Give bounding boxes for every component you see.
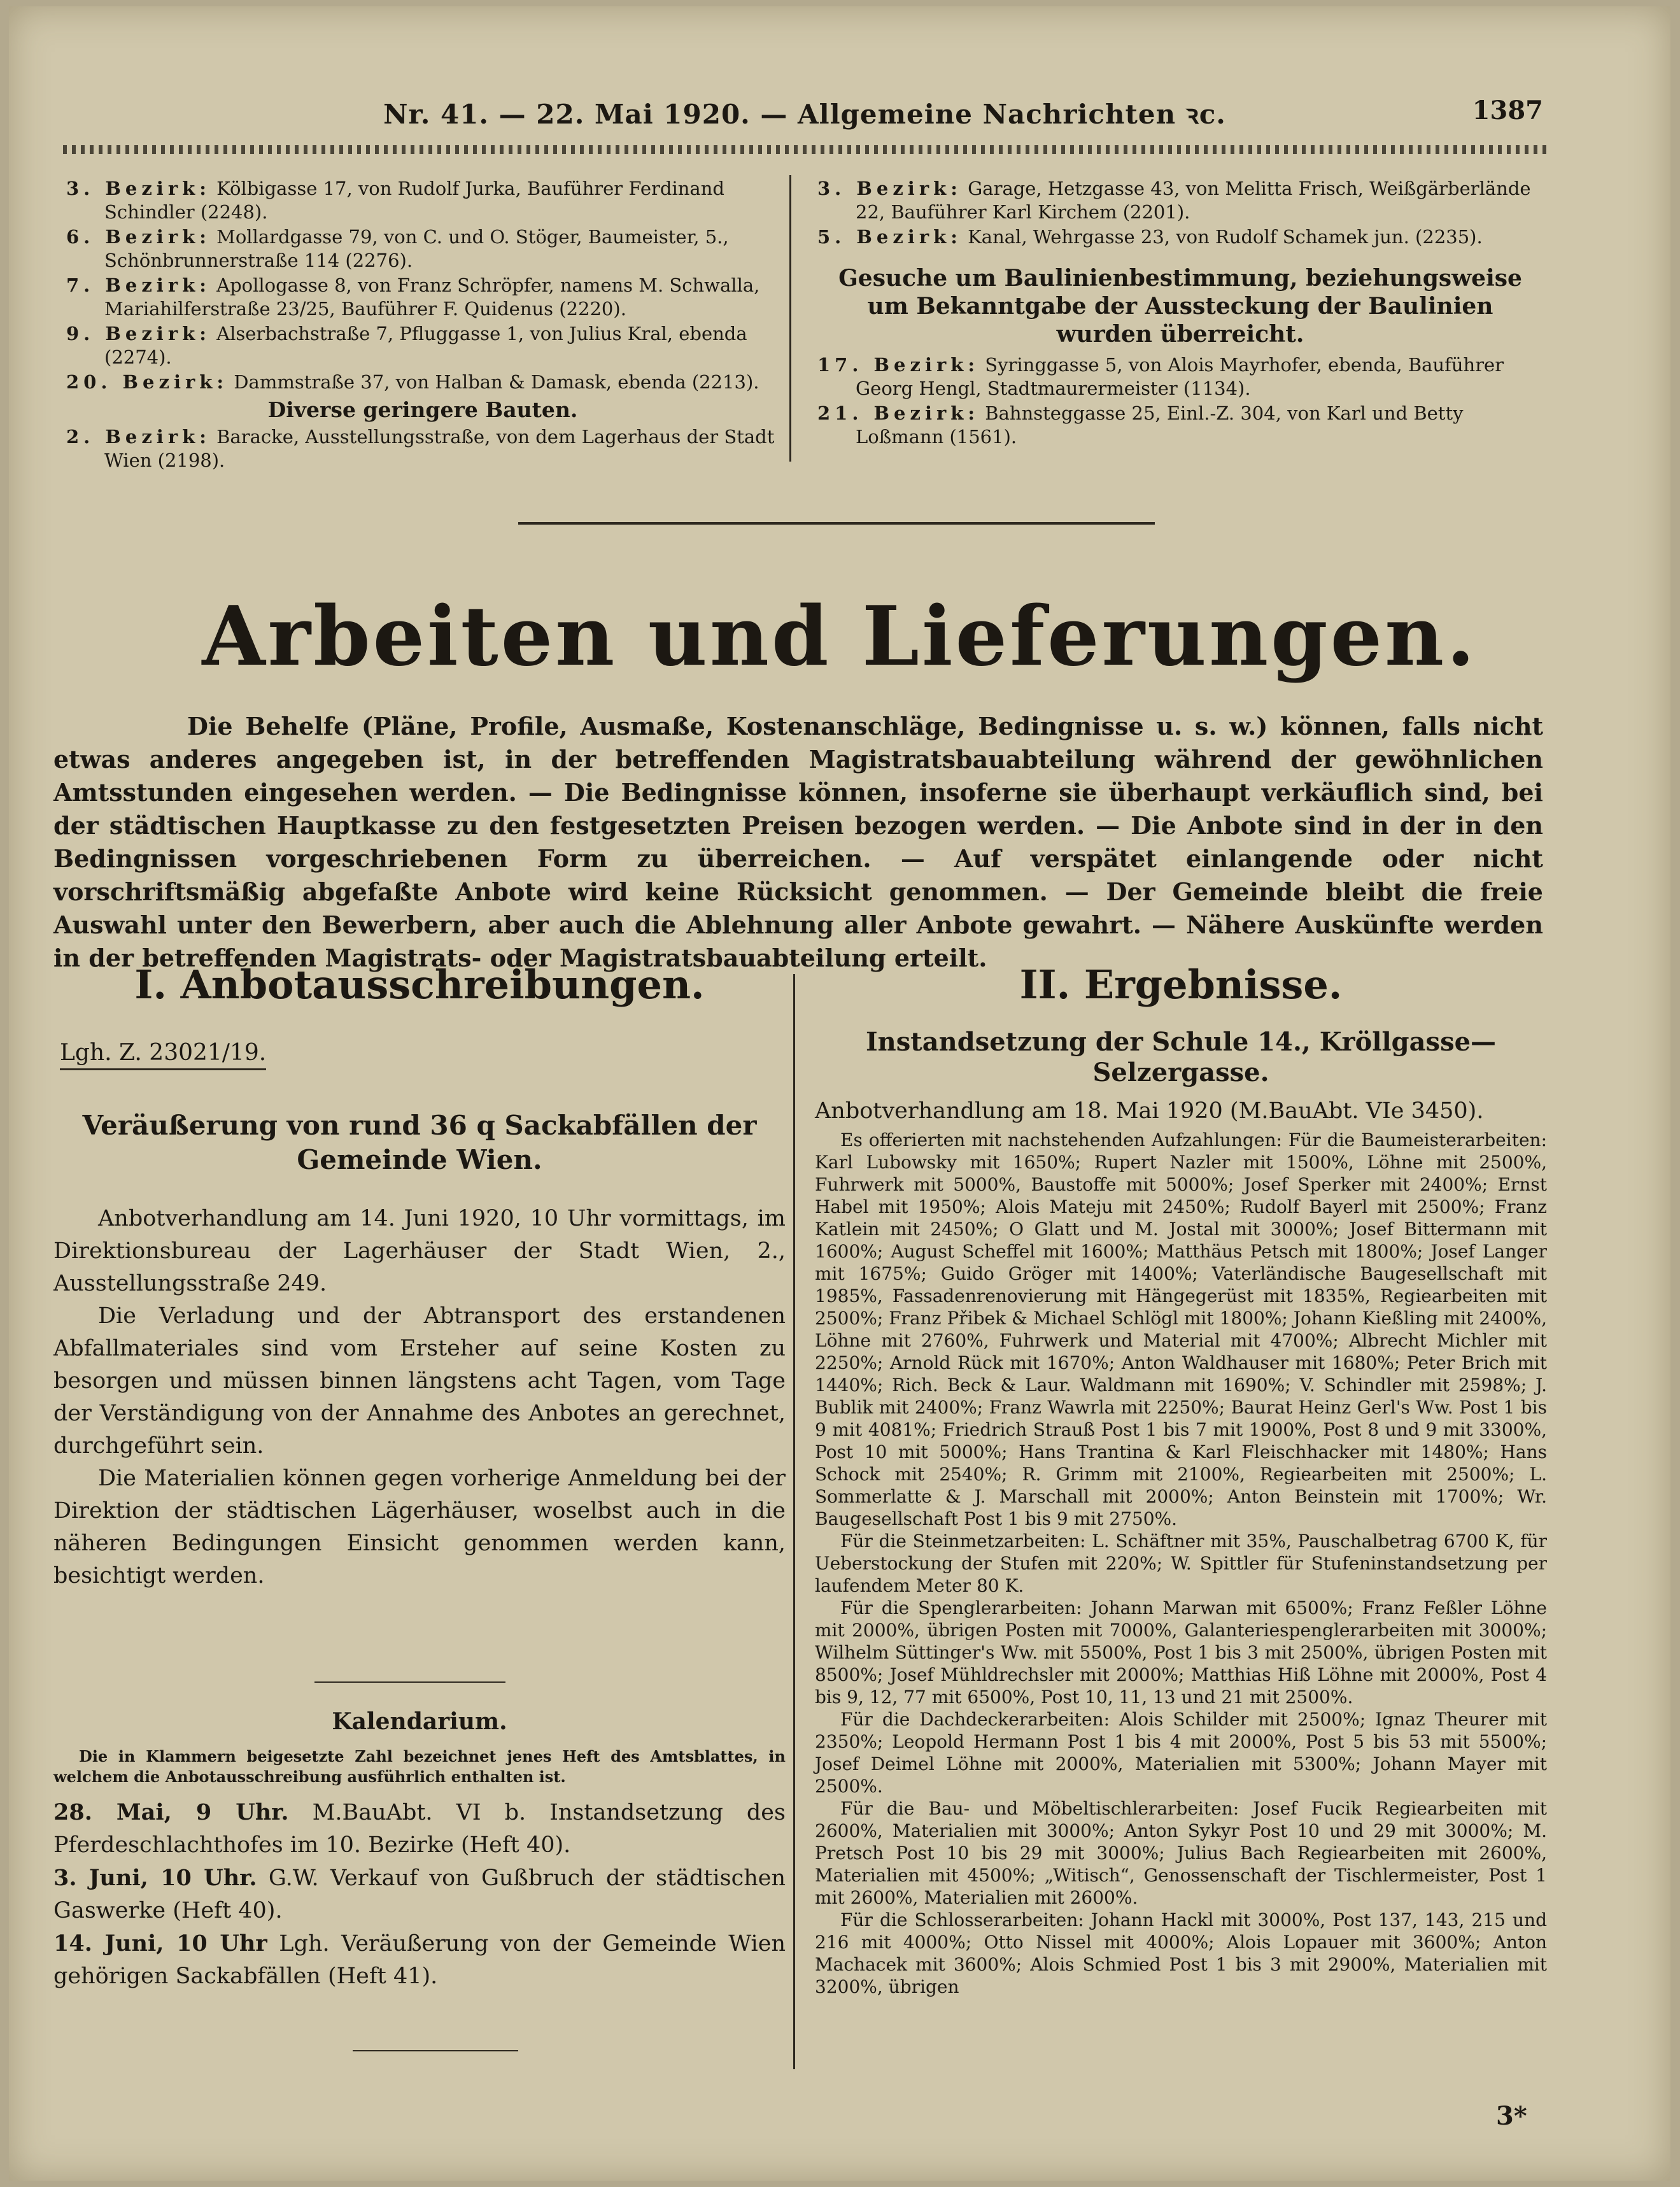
left-bottom-divider bbox=[353, 2050, 518, 2051]
district-text: Garage, Hetzgasse 43, von Melitta Frisch, Weißgärberlände 22, Bauführer Karl Kirchem (2201). bbox=[856, 178, 1531, 223]
left-divider bbox=[314, 1681, 505, 1683]
left-section bbox=[53, 961, 786, 2051]
district-text: Baracke, Ausstellungsstraße, von dem Lagerhaus der Stadt Wien (2198). bbox=[104, 426, 775, 471]
district-entry bbox=[66, 371, 779, 394]
kalendarium-date: 3. Juni, 10 Uhr. bbox=[53, 1865, 257, 1891]
district-text: Apollogasse 8, von Franz Schröpfer, namens M. Schwalla, Mariahilferstraße 23/25, Bauführer F. Quidenus (2220). bbox=[104, 274, 760, 320]
district-text: Mollardgasse 79, von C. und O. Stöger, Baumeister, 5., Schönbrunnerstraße 114 (2276). bbox=[104, 226, 729, 271]
section-divider bbox=[518, 522, 1155, 525]
result-paragraphs bbox=[815, 1129, 1547, 1998]
district-label: 7. Bezirk: bbox=[66, 274, 211, 296]
district-entry bbox=[66, 225, 779, 272]
district-label: 20. Bezirk: bbox=[66, 371, 229, 393]
item-title: Veräußerung von rund 36 q Sackabfällen der Gemeinde Wien. bbox=[82, 1110, 757, 1175]
reference-number: Lgh. Z. 23021/19. bbox=[60, 1040, 266, 1070]
intro-paragraph: Die Behelfe (Pläne, Profile, Ausmaße, Kostenanschläge, Bedingnisse u. s. w.) können, falls nicht etwas anderes angegeben ist, in der betreffenden Magistratsbauabteilung während der gewöhnlichen Amtsstunden eingesehen werden. — Die Bedingnisse können, insoferne sie überhaupt verkäuflich sind, bei der städtischen Hauptkasse zu den festgesetzten Preisen bezogen werden. — Die Anbote sind in der in den Bedingnissen vorgeschriebenen Form zu überreichen. — Auf verspätet einlangende oder nicht vorschriftsmäßig abgefaßte Anbote wird keine Rücksicht genommen. — Der Gemeinde bleibt die freie Auswahl unter den Bewerbern, aber auch die Ablehnung aller Anbote gewahrt. — Nähere Auskünfte werden in der betreffenden Magistrats- oder Magistratsbauabteilung erteilt. bbox=[53, 712, 1543, 972]
kalendarium-date: 14. Juni, 10 Uhr bbox=[53, 1930, 267, 1957]
signature-mark: 3* bbox=[1496, 2101, 1527, 2131]
top-column-divider bbox=[789, 175, 791, 462]
result-paragraph: Für die Dachdeckerarbeiten: Alois Schilder mit 2500%; Ignaz Theurer mit 2350%; Leopold Hermann Post 1 bis 4 mit 2000%, Post 5 bis 53 mit 5500%; Josef Deimel Löhne mit 2000%, Materialien mit 5300%; Johann Mayer mit 2500%. bbox=[815, 1709, 1547, 1797]
district-entry bbox=[66, 322, 779, 369]
top-left-column bbox=[66, 177, 779, 474]
district-label: 17. Bezirk: bbox=[817, 354, 980, 376]
district-entry bbox=[817, 177, 1543, 224]
district-text: Alserbachstraße 7, Pfluggasse 1, von Julius Kral, ebenda (2274). bbox=[104, 323, 747, 368]
header-rule bbox=[63, 145, 1546, 154]
left-section-heading: I. Anbotausschreibungen. bbox=[134, 961, 705, 1008]
kalendarium-list bbox=[53, 1796, 786, 1993]
district-text: Dammstraße 37, von Halban & Damask, ebenda (2213). bbox=[234, 371, 759, 393]
paragraph: Anbotverhandlung am 14. Juni 1920, 10 Uhr vormittags, im Direktionsbureau der Lagerhäuser der Stadt Wien, 2., Ausstellungsstraße 249. bbox=[53, 1206, 786, 1296]
kalendarium-text: M.BauAbt. VI b. Instandsetzung des Pferdeschlachthofes im 10. Bezirke (Heft 40). bbox=[53, 1800, 786, 1858]
district-label: 2. Bezirk: bbox=[66, 426, 211, 448]
district-entry bbox=[66, 274, 779, 321]
result-verhandlung: Anbotverhandlung am 18. Mai 1920 (M.BauAbt. VIe 3450). bbox=[815, 1098, 1484, 1124]
page-number: 1387 bbox=[1472, 96, 1543, 125]
district-text: Kölbigasse 17, von Rudolf Jurka, Bauführer Ferdinand Schindler (2248). bbox=[104, 178, 724, 223]
district-text: Kanal, Wehrgasse 23, von Rudolf Schamek jun. (2235). bbox=[968, 226, 1483, 248]
district-entry bbox=[66, 425, 779, 472]
district-text: Bahnsteggasse 25, Einl.-Z. 304, von Karl und Betty Loßmann (1561). bbox=[856, 402, 1464, 448]
kalendarium-note: Die in Klammern beigesetzte Zahl bezeichnet jenes Heft des Amtsblattes, in welchem die Anbotausschreibung ausführlich enthalten ist. bbox=[53, 1747, 786, 1786]
header-title: Nr. 41. — 22. Mai 1920. — Allgemeine Nachrichten ꝛc. bbox=[383, 99, 1226, 130]
paragraph: Die Verladung und der Abtransport des erstandenen Abfallmateriales sind vom Ersteher auf seine Kosten zu besorgen und müssen binnen längstens acht Tagen, vom Tage der Verständigung von der Annahme des Anbotes an gerechnet, durchgeführt sein. bbox=[53, 1303, 786, 1459]
result-paragraph: Es offerierten mit nachstehenden Aufzahlungen: Für die Baumeisterarbeiten: Karl Lubowsky mit 1650%; Rupert Nazler mit 1500%, Löhne mit 2500%, Fuhrwerk mit 5000%, Baustoffe mit 5000%; Josef Sperker mit 2400%; Ernst Habel mit 1950%; Alois Mateju mit 2450%; Rudolf Bayerl mit 2500%; Franz Katlein mit 2450%; O Glatt und M. Jostal mit 3000%; Josef Bittermann mit 1600%; August Scheffel mit 1600%; Matthäus Petsch mit 1800%; Josef Langer mit 1675%; Guido Gröger mit 1400%; Vaterländische Baugesellschaft mit 1985%, Fassadenrenovierung mit Hängegerüst mit 1835%, Regiearbeiten mit 2500%; Franz Přibek & Michael Schlögl mit 1800%; Johann Kießling mit 2400%, Löhne mit 2760%, Fuhrwerk und Material mit 4700%; Albrecht Michler mit 2250%; Arnold Rück mit 1670%; Anton Waldhauser mit 1680%; Peter Brich mit 1440%; Rich. Beck & Laur. Waldmann mit 1690%; V. Schindler mit 2598%; J. Bublik mit 2400%; Franz Wawrla mit 2250%; Baurat Heinz Gerl's Ww. Post 1 bis 9 mit 4081%; Friedrich Strauß Post 1 bis 7 mit 1900%, Post 8 und 9 mit 3300%, Post 10 mit 5000%; Hans Trantina & Karl Fleischhacker mit 1480%; Hans Schock mit 2540%; R. Grimm mit 2100%, Regiearbeiten mit 2500%; L. Sommerlatte & J. Marschall mit 2000%; Anton Beinstein mit 1700%; Wr. Baugesellschaft Post 1 bis 9 mit 2750%. bbox=[815, 1129, 1547, 1529]
result-paragraph: Für die Schlosserarbeiten: Johann Hackl mit 3000%, Post 137, 143, 215 und 216 mit 4000%; Otto Nissel mit 4000%; Alois Lopauer mit 3600%; Anton Machacek mit 3600%; Alois Schmied Post 1 bis 3 mit 2900%, Materialien mit 3200%, übrigen bbox=[815, 1909, 1547, 1997]
top-right-subheading: Gesuche um Baulinienbestimmung, beziehungsweise um Bekanntgabe der Aussteckung der Baulinien wurden überreicht. bbox=[838, 265, 1522, 348]
right-section bbox=[815, 961, 1547, 1998]
page-header bbox=[66, 96, 1543, 146]
district-text: Syringgasse 5, von Alois Mayrhofer, ebenda, Bauführer Georg Hengl, Stadtmaurermeister (1134). bbox=[856, 354, 1504, 399]
district-label: 9. Bezirk: bbox=[66, 323, 211, 344]
kalendarium-entry bbox=[53, 1796, 786, 1862]
district-label: 5. Bezirk: bbox=[817, 226, 962, 248]
district-label: 6. Bezirk: bbox=[66, 226, 211, 248]
newspaper-page bbox=[9, 6, 1670, 2181]
result-paragraph: Für die Steinmetzarbeiten: L. Schäftner mit 35%, Pauschalbetrag 6700 K, für Ueberstockung der Stufen mit 220%; W. Spittler für Stufeninstandsetzung per laufendem Meter 80 K. bbox=[815, 1531, 1547, 1596]
kalendarium-title: Kalendarium. bbox=[332, 1708, 507, 1735]
district-label: 3. Bezirk: bbox=[817, 178, 962, 199]
top-right-column bbox=[817, 177, 1543, 450]
kalendarium-text: G.W. Verkauf von Gußbruch der städtischen Gaswerke (Heft 40). bbox=[53, 1865, 786, 1923]
left-paragraphs bbox=[53, 1203, 786, 1592]
main-title: Arbeiten und Lieferungen. bbox=[202, 589, 1478, 684]
result-paragraph: Für die Spenglerarbeiten: Johann Marwan mit 6500%; Franz Feßler Löhne mit 2000%, übrigen Posten mit 7000%, Galanteriespenglerarbeiten mit 3000%; Wilhelm Süttinger's Ww. mit 5500%, Post 1 bis 3 mit 2500%, übrigen Posten mit 8500%; Josef Mühldrechsler mit 2000%; Matthias Hiß Löhne mit 2000%, Post 4 bis 9, 12, 77 mit 6500%, Post 10, 11, 13 und 21 mit 2500%. bbox=[815, 1597, 1547, 1708]
main-column-divider bbox=[793, 974, 795, 2069]
district-entry bbox=[817, 225, 1543, 249]
result-item-title: Instandsetzung der Schule 14., Kröllgasse—Selzergasse. bbox=[865, 1027, 1497, 1087]
district-label: 3. Bezirk: bbox=[66, 178, 211, 199]
kalendarium-entry bbox=[53, 1862, 786, 1927]
district-entry bbox=[66, 177, 779, 224]
district-entry bbox=[817, 353, 1543, 400]
kalendarium-text: Lgh. Veräußerung von der Gemeinde Wien gehörigen Sackabfällen (Heft 41). bbox=[53, 1931, 786, 1989]
right-section-heading: II. Ergebnisse. bbox=[1019, 961, 1343, 1008]
district-label: 21. Bezirk: bbox=[817, 402, 980, 424]
result-paragraph: Für die Bau- und Möbeltischlerarbeiten: Josef Fucik Regiearbeiten mit 2600%, Materialien mit 3000%; Anton Sykyr Post 10 und 29 mit 3000%; M. Pretsch Post 10 bis 29 mit 3000%; Julius Bach Regiearbeiten mit 2600%, Materialien mit 4500%; „Witisch“, Genossenschaft der Tischlermeister, Post 1 mit 2600%, Materialien mit 2600%. bbox=[815, 1798, 1547, 1908]
kalendarium-entry bbox=[53, 1927, 786, 1993]
top-left-subheading: Diverse geringere Bauten. bbox=[267, 397, 578, 422]
paragraph: Die Materialien können gegen vorherige Anmeldung bei der Direktion der städtischen Lägerhäuser, woselbst auch in die näheren Bedingungen Einsicht genommen werden kann, besichtigt werden. bbox=[53, 1466, 786, 1589]
district-entry bbox=[817, 402, 1543, 449]
kalendarium-date: 28. Mai, 9 Uhr. bbox=[53, 1799, 289, 1825]
